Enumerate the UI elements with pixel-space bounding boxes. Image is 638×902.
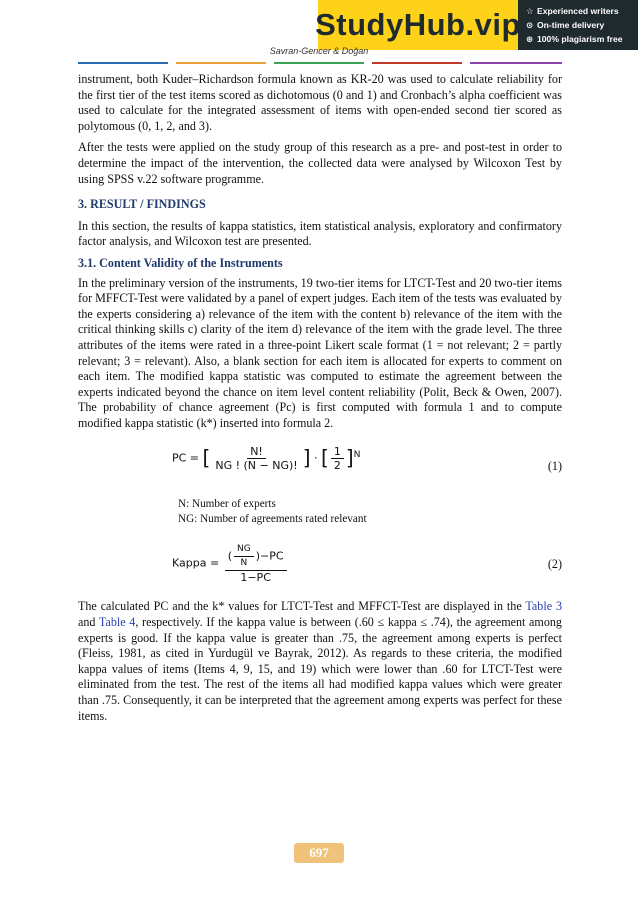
- eq-den: 2: [333, 459, 341, 473]
- page-number: 697: [294, 843, 344, 863]
- equation-2-formula: [172, 543, 289, 584]
- definition-ng: NG: Number of agreements rated relevant: [178, 513, 367, 526]
- header-rule: [78, 62, 168, 64]
- header-rule: [372, 62, 462, 64]
- equation-1-formula: PC = [ $\frac{N!}{NG ! (N - NG)!}$ ] · [ $\frac{1}{2}$ ]$^N$: [172, 445, 361, 473]
- table-3-link[interactable]: Table 3: [525, 599, 562, 614]
- table-4-link[interactable]: Table 4: [98, 615, 136, 630]
- header-rule: [274, 62, 364, 64]
- header-rule: [176, 62, 266, 64]
- text-span: , respectively. If the kappa value is between (.60 ≤ kappa ≤ .74), the agreement among experts is good. If the kappa value is greater than .75, the agreement among experts is perfect (Fleiss, 1981, as cited in Yurdugül ve Bayrak, 2012). As regards to these criteria, the modified kappa values of items (Items 4, 9, 15, and 19) which were lower than .60 for LTCT-Test were eliminated from the test. The rest of the items all had modified kappa values which were greater than .75. Consequently, it can be interpreted that the agreement among experts was perfect for these items.: [78, 615, 562, 723]
- paragraph: instrument, both Kuder–Richardson formula known as KR-20 was used to calculate reliability for the first tier of the test items scored as dichotomous (0 and 1) and Cronbach’s alpha coefficient was used to calculate for the integrated assessment of items with open-ended second tier scored as polytomous (0, 1, 2, and 3).: [78, 72, 562, 133]
- eq-fraction: [212, 445, 300, 472]
- equation-2: [78, 539, 562, 589]
- eq-lhs: Kappa =: [172, 557, 220, 571]
- paragraph: In this section, the results of kappa statistics, item statistical analysis, exploratory and confirmatory factor analysis, and Wilcoxon test are presented.: [78, 218, 562, 249]
- equation-number: (1): [547, 459, 562, 474]
- equation-1: [78, 445, 562, 491]
- feature-label: Experienced writers: [537, 6, 619, 16]
- eq-lhs: PC =: [172, 451, 200, 465]
- eq-den: 1−PC: [240, 571, 271, 585]
- feature-item: [526, 4, 623, 18]
- eq-fraction: [331, 445, 344, 472]
- paragraph: After the tests were applied on the study group of this research as a pre- and post-test in order to determine the impact of the intervention, the collected data were analysed by Wilcoxon Test by using SPSS v.22 software programme.: [78, 140, 562, 186]
- text-span: The calculated PC and the k* values for LTCT-Test and MFFCT-Test are displayed in the: [78, 599, 526, 614]
- eq-dot: ·: [314, 451, 318, 465]
- certificate-icon: ⊛: [526, 34, 534, 44]
- eq-exponent: N: [353, 449, 361, 461]
- feature-item: [526, 32, 623, 46]
- feature-list: [526, 4, 623, 46]
- paragraph: [78, 599, 562, 724]
- eq-minus-pc: −PC: [260, 549, 284, 563]
- equation-number: (2): [547, 557, 562, 572]
- running-head: Savran-Gencer & Doğan: [269, 46, 369, 56]
- eq-num: 1: [331, 445, 344, 459]
- feature-item: [526, 18, 623, 32]
- feature-label: On-time delivery: [537, 20, 605, 30]
- eq-num: ( $\frac{NG}{N}$ )−PC: [225, 543, 287, 571]
- subsection-heading: 3.1. Content Validity of the Instruments: [78, 255, 283, 270]
- text-span: and: [78, 615, 99, 630]
- paragraph: In the preliminary version of the instruments, 19 two-tier items for LTCT-Test and 20 two-tier items for MFFCT-Test were validated by a panel of expert judges. Each item of the tests was evaluated by the experts considering a) relevance of the item with the content b) relevance of the item with the critical thinking skills c) clarity of the item d) relevance of the item with the grade level. The three attributes of the items were rated in a three-point Likert scale format (1 = not relevant; 2 = partly relevant; 3 = relevant). Also, a blank section for each item is allocated for experts to comment on each item. The modified kappa statistic was computed to estimate the agreement between the experts indicated beyond the chance on item level content reliability (Polit, Beck & Owen, 2007). The probability of chance agreement (Pc) is first computed with formula 1 and to compute modified kappa statistic (k*) inserted into formula 2.: [78, 275, 562, 430]
- eq-den: NG ! (N − NG)!: [215, 459, 298, 473]
- studyhub-logo[interactable]: StudyHub.vip: [318, 0, 518, 50]
- eq-num: N!: [247, 445, 266, 459]
- section-heading: 3. RESULT / FINDINGS: [78, 197, 206, 212]
- eq-fraction: [225, 543, 287, 584]
- star-icon: ☆: [526, 6, 534, 16]
- ad-banner[interactable]: [315, 0, 638, 50]
- definition-n: N: Number of experts: [178, 498, 276, 511]
- feature-label: 100% plagiarism free: [537, 34, 623, 44]
- article-body: [78, 72, 562, 730]
- definitions: [178, 497, 562, 527]
- clock-icon: ⊙: [526, 20, 534, 30]
- header-rule: [470, 62, 562, 64]
- eq-num: NG: [234, 543, 254, 557]
- eq-den: N: [240, 558, 248, 569]
